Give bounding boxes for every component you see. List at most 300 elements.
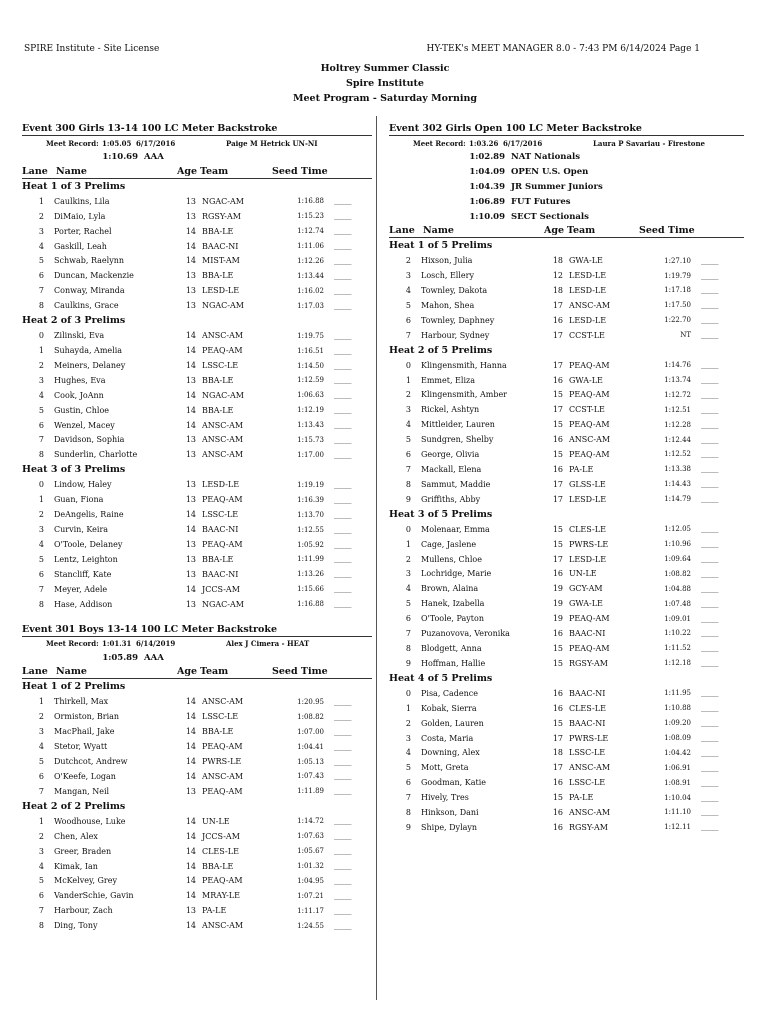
swimmer-name: Blodgett, Anna [421,643,482,653]
swimmer-name: Hinkson, Dani [421,807,479,817]
meet-record [389,136,744,150]
team-code: PWRS-LE [569,733,609,743]
team-code: BAAC-NI [569,628,606,638]
lane-number: 9 [405,658,411,668]
swimmer-name: Harbour, Sydney [421,330,490,340]
meet-record-holder: Alex J Cimera - HEAT [226,639,310,649]
swimmer-name: Hively, Tres [421,793,469,803]
swimmer-age: 15 [552,449,563,459]
entry-row [22,695,372,710]
swimmer-name: Porter, Rachel [54,226,112,236]
entry-row [22,283,372,298]
lane-number: 0 [405,524,411,534]
entry-row [389,522,744,537]
team-code: LSSC-LE [202,361,239,371]
swimmer-age: 16 [552,464,563,474]
team-code: CLES-LE [202,846,239,856]
result-blank: _____ [334,435,352,444]
entry-row [22,873,372,888]
swimmer-age: 12 [552,271,563,280]
lane-number: 3 [405,405,411,415]
entry-row [22,888,372,903]
result-blank: _____ [701,420,719,429]
swimmer-age: 14 [185,256,196,266]
col-team-header: Team [200,165,229,177]
swimmer-age: 14 [185,727,196,737]
team-code: PEAQ-AM [202,495,243,505]
swimmer-name: Chen, Alex [54,831,98,841]
lane-number: 6 [405,778,411,788]
lane-number: 3 [38,727,44,737]
seed-time: 1:10.22 [664,629,691,638]
seed-time: 1:19.75 [297,331,324,340]
team-code: ANSC-AM [202,771,244,781]
seed-time: 1:27.10 [664,256,691,265]
swimmer-age: 16 [552,822,563,832]
swimmer-name: Mahon, Shea [421,300,475,310]
seed-time: 1:16.39 [297,495,324,504]
team-code: PEAQ-AM [202,540,243,549]
team-code: RGSY-AM [569,822,608,832]
team-code: ANSC-AM [202,435,244,445]
entry-row [22,492,372,507]
result-blank: _____ [334,600,352,609]
swimmer-age: 16 [552,688,563,698]
lane-number: 7 [38,906,44,916]
entry-row [389,701,744,716]
team-code: PEAQ-AM [569,390,610,400]
standard-name: NAT Nationals [511,152,580,163]
col-seed-header: Seed Time [272,666,328,678]
entry-row [389,611,744,626]
result-blank: _____ [334,212,352,221]
lane-number: 8 [38,599,44,609]
lane-number: 5 [405,599,411,609]
swimmer-age: 13 [185,271,196,281]
swimmer-name: Mittleider, Lauren [421,420,495,430]
swimmer-name: Pisa, Cadence [421,688,479,698]
time-standard [389,180,744,195]
swimmer-age: 14 [185,510,196,520]
entry-row [22,343,372,358]
result-blank: _____ [701,405,719,414]
seed-time: 1:14.72 [297,817,324,826]
swimmer-age: 17 [552,300,563,310]
swimmer-age: 17 [552,494,563,504]
standard-time: 1:10.09 [469,211,505,222]
swimmer-name: Hoffman, Hallie [421,658,486,668]
swimmer-name: Davidson, Sophia [54,435,125,445]
result-blank: _____ [701,778,719,787]
seed-time: 1:08.82 [297,712,324,721]
seed-time: 1:11.17 [297,906,324,915]
result-blank: _____ [334,757,352,766]
swimmer-age: 13 [185,599,196,609]
swimmer-age: 14 [185,921,196,931]
meet-record-time: 1:01.31 [102,639,132,649]
seed-time: 1:12.51 [664,405,691,414]
entry-row [389,328,744,343]
result-blank: _____ [701,659,719,668]
seed-time: 1:12.05 [664,525,691,534]
swimmer-name: Lindow, Haley [54,480,112,490]
entry-row [22,814,372,829]
swimmer-age: 13 [185,211,196,221]
result-blank: _____ [334,891,352,900]
result-blank: _____ [334,847,352,856]
entry-row [389,447,744,462]
lane-number: 8 [405,807,411,817]
swimmer-name: Townley, Dakota [421,285,488,295]
seed-time: 1:11.95 [664,689,691,698]
team-code: PEAQ-AM [569,360,610,370]
swimmer-age: 17 [552,733,563,743]
result-blank: _____ [701,823,719,832]
lane-number: 2 [38,361,44,371]
swimmer-name: Sunderlin, Charlotte [54,450,138,460]
lane-number: 0 [405,688,411,698]
col-name-header: Name [423,224,454,236]
result-blank: _____ [334,286,352,295]
col-team-header: Team [567,224,596,236]
team-code: LESD-LE [202,480,240,490]
entry-row [22,239,372,254]
team-code: PEAQ-AM [202,346,243,356]
team-code: BAAC-NI [202,525,239,535]
lane-number: 4 [38,742,44,752]
entry-row [389,790,744,805]
entry-row [22,739,372,754]
team-code: RGSY-AM [569,658,608,668]
seed-time: 1:01.32 [297,862,324,871]
lane-number: 4 [38,241,44,251]
result-blank: _____ [334,727,352,736]
swimmer-name: Duncan, Mackenzie [54,271,134,281]
standard-time: 1:06.89 [469,196,505,207]
entry-row [389,716,744,731]
swimmer-age: 14 [185,226,196,236]
entry-row [22,709,372,724]
heat-title: Heat 3 of 3 Prelims [22,464,126,476]
swimmer-name: Rickel, Ashtyn [421,405,480,415]
swimmer-age: 15 [552,539,563,549]
entry-row [22,254,372,269]
seed-time: 1:13.74 [664,376,691,385]
swimmer-name: Cook, JoAnn [54,390,104,400]
swimmer-age: 16 [552,703,563,713]
seed-time: 1:09.64 [664,555,691,564]
swimmer-age: 14 [185,861,196,871]
entry-row [22,403,372,418]
swimmer-name: Costa, Maria [421,733,474,743]
result-blank: _____ [334,331,352,340]
team-code: PWRS-LE [202,757,242,766]
standard-name: AAA [144,652,164,663]
entry-row [389,432,744,447]
swimmer-name: Kimak, Ian [54,861,98,871]
column-header [22,665,372,679]
entry-row [22,478,372,493]
time-standard [389,165,744,180]
swimmer-name: Gaskill, Leah [54,241,107,251]
entry-row [22,328,372,343]
swimmer-name: Mangan, Neil [54,786,110,796]
team-code: PEAQ-AM [569,420,610,430]
team-code: ANSC-AM [202,331,244,341]
swimmer-age: 14 [185,331,196,341]
result-blank: _____ [701,480,719,489]
heat-title: Heat 1 of 2 Prelims [22,681,126,693]
meet-record-holder: Paige M Hetrick UN-NI [226,138,318,148]
team-code: LESD-LE [569,554,607,564]
standard-name: AAA [144,152,164,163]
swimmer-age: 19 [552,584,563,594]
entry-row [22,433,372,448]
event-title: Event 301 Boys 13-14 100 LC Meter Backstroke [22,621,372,637]
swimmer-name: Stancliff, Kate [54,569,112,579]
lane-number: 2 [38,831,44,841]
seed-time: 1:17.50 [664,301,691,310]
result-blank: _____ [701,271,719,280]
team-code: GWA-LE [569,256,603,266]
lane-number: 0 [38,480,44,490]
heat-title: Heat 2 of 5 Prelims [389,344,493,356]
lane-number: 4 [38,540,44,549]
result-blank: _____ [334,772,352,781]
team-code: GLSS-LE [569,479,606,489]
time-standard [389,150,744,165]
team-code: ANSC-AM [202,420,244,430]
entry-row [22,844,372,859]
swimmer-name: Thirkell, Max [54,697,109,707]
swimmer-name: O'Toole, Delaney [54,540,123,549]
lane-number: 7 [38,786,44,796]
entry-row [22,537,372,552]
lane-number: 7 [405,628,411,638]
lane-number: 4 [405,748,411,758]
entry-row [22,769,372,784]
entry-row [22,418,372,433]
seed-time: 1:10.04 [664,793,691,802]
right-column [389,120,744,835]
swimmer-name: DiMaio, Lyla [54,211,106,221]
swimmer-age: 19 [552,614,563,624]
result-blank: _____ [701,644,719,653]
standard-time: 1:04.09 [469,167,505,178]
swimmer-name: VanderSchie, Gavin [54,891,134,901]
swimmer-name: Suhayda, Amelia [54,346,123,356]
entry-row [389,298,744,313]
lane-number: 6 [405,614,411,624]
team-code: PEAQ-AM [202,876,243,886]
event-title: Event 302 Girls Open 100 LC Meter Backstroke [389,120,744,136]
team-code: ANSC-AM [202,921,244,931]
meet-record-label: Meet Record: [46,639,99,649]
result-blank: _____ [701,435,719,444]
lane-number: 0 [405,360,411,370]
entry-row [22,918,372,933]
seed-time: 1:04.42 [664,748,691,757]
team-code: LSSC-LE [569,778,606,788]
swimmer-age: 13 [185,301,196,311]
swimmer-age: 13 [185,495,196,505]
col-seed-header: Seed Time [272,165,328,177]
lane-number: 7 [38,435,44,445]
col-name-header: Name [56,165,87,177]
team-code: PWRS-LE [569,539,609,549]
seed-time: 1:15.73 [297,435,324,444]
team-code: PA-LE [569,464,594,474]
swimmer-age: 14 [185,405,196,415]
swimmer-age: 17 [552,360,563,370]
swimmer-name: Hase, Addison [54,599,113,609]
team-code: PEAQ-AM [569,643,610,653]
entry-row [389,820,744,835]
swimmer-name: Klingensmith, Amber [421,390,507,400]
seed-time: 1:13.38 [664,465,691,474]
swimmer-name: Sammut, Maddie [421,479,491,489]
column-header [22,165,372,179]
swimmer-name: O'Toole, Payton [421,614,484,624]
swimmer-age: 14 [185,361,196,371]
meet-titles [0,61,770,106]
entry-row [389,745,744,760]
swimmer-age: 15 [552,643,563,653]
team-code: CCST-LE [569,405,605,415]
result-blank: _____ [334,242,352,251]
result-blank: _____ [334,197,352,206]
result-blank: _____ [334,876,352,885]
swimmer-age: 13 [185,480,196,490]
lane-number: 1 [38,697,44,707]
swimmer-age: 19 [552,599,563,609]
lane-number: 1 [38,495,44,505]
col-team-header: Team [200,666,229,678]
lane-number: 0 [38,331,44,341]
swimmer-age: 13 [185,375,196,385]
lane-number: 5 [38,405,44,415]
lane-number: 5 [38,256,44,266]
swimmer-age: 17 [552,554,563,564]
entry-row [389,552,744,567]
lane-number: 8 [405,643,411,653]
result-blank: _____ [701,256,719,265]
lane-number: 8 [38,301,44,311]
meet-record-label: Meet Record: [413,138,466,148]
team-code: BBA-LE [202,405,234,415]
seed-time: 1:10.96 [664,540,691,549]
swimmer-age: 14 [185,831,196,841]
lane-number: 7 [405,464,411,474]
lane-number: 2 [405,554,411,564]
entry-row [389,537,744,552]
seed-time: 1:10.88 [664,704,691,713]
column-header [389,224,744,238]
result-blank: _____ [334,540,352,549]
result-blank: _____ [701,748,719,757]
swimmer-age: 16 [552,807,563,817]
result-blank: _____ [701,361,719,370]
col-lane-header: Lane [389,224,415,236]
seed-time: 1:22.70 [664,316,691,325]
swimmer-name: Harbour, Zach [54,906,113,916]
lane-number: 1 [38,346,44,356]
team-code: LSSC-LE [202,510,239,520]
result-blank: _____ [334,832,352,841]
result-blank: _____ [701,286,719,295]
seed-time: 1:14.76 [664,361,691,370]
seed-time: 1:09.20 [664,719,691,728]
swimmer-name: Brown, Alaina [421,584,479,594]
team-code: RGSY-AM [202,211,241,221]
team-code: ANSC-AM [202,697,244,707]
meet-record-date: 6/14/2019 [136,639,176,649]
team-code: LSSC-LE [569,748,606,758]
result-blank: _____ [334,346,352,355]
seed-time: 1:12.26 [297,256,324,265]
lane-number: 3 [405,271,411,280]
swimmer-name: Wenzel, Macey [54,420,115,430]
meet-record-holder: Laura P Savariau - Firestone [593,138,706,148]
team-code: PEAQ-AM [569,449,610,459]
lane-number: 5 [38,554,44,564]
result-blank: _____ [701,301,719,310]
swimmer-name: Guan, Fiona [54,495,104,505]
swimmer-age: 16 [552,315,563,325]
team-code: UN-LE [202,816,230,826]
swimmer-name: Downing, Alex [421,748,480,758]
standard-time: 1:05.89 [102,652,138,663]
entry-row [389,462,744,477]
meet-record [22,637,372,651]
lane-number: 8 [38,921,44,931]
swimmer-name: Gustin, Chloe [54,405,110,415]
team-code: BAAC-NI [202,569,239,579]
result-blank: _____ [334,271,352,280]
entry-row [22,358,372,373]
seed-time: 1:11.10 [664,808,691,817]
seed-time: 1:24.55 [297,921,324,930]
seed-time: 1:09.01 [664,614,691,623]
result-blank: _____ [334,480,352,489]
seed-time: 1:07.48 [664,599,691,608]
swimmer-age: 17 [552,479,563,489]
swimmer-name: Mullens, Chloe [421,554,482,564]
team-code: ANSC-AM [569,435,611,445]
swimmer-name: Ormiston, Brian [54,712,120,722]
entry-row [389,641,744,656]
team-code: ANSC-AM [202,450,244,460]
lane-number: 3 [38,226,44,236]
seed-time: 1:13.70 [297,510,324,519]
team-code: CLES-LE [569,524,606,534]
col-lane-header: Lane [22,165,48,177]
swimmer-age: 15 [552,524,563,534]
result-blank: _____ [701,793,719,802]
lane-number: 7 [405,330,411,340]
team-code: UN-LE [569,569,597,579]
entry-row [389,596,744,611]
result-blank: _____ [701,555,719,564]
result-blank: _____ [334,570,352,579]
team-code: MIST-AM [202,256,240,266]
entry-row [389,492,744,507]
result-blank: _____ [701,599,719,608]
swimmer-name: Sundgren, Shelby [421,435,494,445]
swimmer-age: 14 [185,771,196,781]
swimmer-age: 13 [185,906,196,916]
swimmer-name: Mackall, Elena [421,464,482,474]
